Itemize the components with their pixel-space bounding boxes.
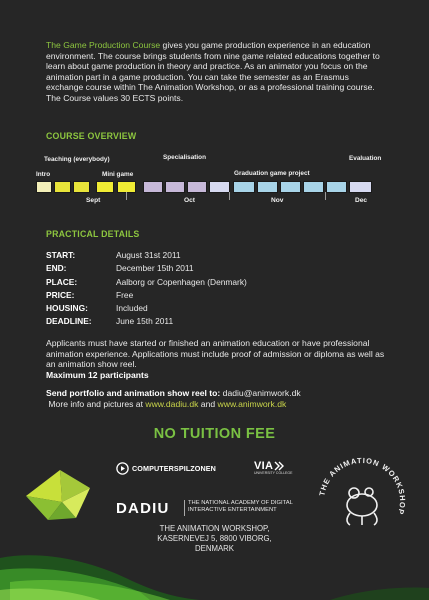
via-mark-icon xyxy=(274,461,286,471)
intro-text: gives you game production experience in an education environment. The course brings students from nine game related educations together to learn about game production in theory and practice. As an animator you focus on the animation part in a game production. You can take the semester as an Erasmus exchange course within The Animation Workshop, or as a professional training course. The Course values 30 ECTS points. xyxy=(46,40,380,103)
detail-key: DEADLINE: xyxy=(46,316,92,327)
month-tick xyxy=(126,192,127,200)
course-timeline xyxy=(0,0,429,210)
phase-label-teaching: Teaching (everybody) xyxy=(44,156,110,163)
detail-row-end xyxy=(46,262,247,275)
svg-text:THE ANIMATION WORKSHOP xyxy=(317,456,407,516)
no-tuition-fee-heading: NO TUITION FEE xyxy=(153,426,276,442)
requirements-text: Applicants must have started or finished an animation education or have professional animation experience. Applications must include proof of admission or diploma as well as an animation show reel. xyxy=(46,338,385,370)
detail-row-place xyxy=(46,276,247,289)
block-mini-game xyxy=(96,181,114,193)
detail-row-housing xyxy=(46,302,247,315)
play-icon xyxy=(116,462,129,475)
block-graduation xyxy=(280,181,301,193)
detail-row-start xyxy=(46,249,247,262)
month-tick xyxy=(325,192,326,200)
seal-text: THE ANIMATION WORKSHOP xyxy=(317,455,408,517)
max-participants: Maximum 12 participants xyxy=(46,369,149,380)
green-swirl-decoration xyxy=(0,520,429,600)
block-specialisation xyxy=(165,181,185,193)
dadiu-divider xyxy=(184,500,185,516)
block-intro xyxy=(36,181,52,193)
block-teaching xyxy=(54,181,71,193)
block-evaluation xyxy=(349,181,372,193)
address-line2: KASERNEVEJ 5, 8800 VIBORG, xyxy=(157,534,272,543)
practical-details-title: PRACTICAL DETAILS xyxy=(46,229,140,239)
block-graduation xyxy=(233,181,255,193)
block-teaching xyxy=(73,181,90,193)
month-label-sept: Sept xyxy=(86,197,101,204)
via-text: VIA xyxy=(254,460,274,472)
phase-label-mini-game: Mini game xyxy=(102,171,134,178)
dadiu-link[interactable]: www.dadiu.dk xyxy=(145,398,199,409)
detail-row-deadline xyxy=(46,315,247,328)
month-tick xyxy=(229,192,230,200)
dadiu-tagline-line1: THE NATIONAL ACADEMY OF DIGITAL xyxy=(188,500,293,506)
block-graduation xyxy=(303,181,324,193)
contact-paragraph xyxy=(46,388,406,409)
detail-key: HOUSING: xyxy=(46,303,88,314)
address-line3: DENMARK xyxy=(195,544,234,553)
detail-value: December 15th 2011 xyxy=(116,263,194,274)
block-graduation xyxy=(326,181,347,193)
phase-label-intro: Intro xyxy=(36,171,51,178)
month-label-dec: Dec xyxy=(355,197,368,204)
more-info-text: More info and pictures at xyxy=(48,398,146,409)
dadiu-wordmark: DADIU xyxy=(116,500,170,517)
send-label: Send portfolio and animation show reel to: xyxy=(46,388,221,398)
animwork-link[interactable]: www.animwork.dk xyxy=(217,398,287,409)
course-name: The Game Production Course xyxy=(46,40,161,50)
block-graduation xyxy=(257,181,278,193)
detail-key: END: xyxy=(46,263,67,274)
and-text: and xyxy=(198,398,218,409)
detail-key: PRICE: xyxy=(46,289,75,300)
phase-label-specialisation: Specialisation xyxy=(163,154,206,161)
dadiu-tagline xyxy=(188,500,293,514)
detail-value: August 31st 2011 xyxy=(116,250,181,260)
course-overview-title: COURSE OVERVIEW xyxy=(46,131,137,141)
detail-row-price xyxy=(46,289,247,302)
month-label-nov: Nov xyxy=(271,197,284,204)
details-table xyxy=(46,249,247,329)
detail-value: Aalborg or Copenhagen (Denmark) xyxy=(116,276,247,287)
requirements-paragraph xyxy=(46,338,390,380)
phase-label-evaluation: Evaluation xyxy=(349,155,382,162)
via-subtitle: UNIVERSITY COLLEGE xyxy=(254,471,293,475)
computerspilzonen-text: COMPUTERSPILZONEN xyxy=(132,463,216,473)
block-specialisation xyxy=(209,181,230,193)
detail-value: Included xyxy=(116,303,148,314)
computerspilzonen-logo xyxy=(116,461,216,475)
dadiu-geometric-icon xyxy=(22,466,104,524)
phase-label-graduation: Graduation game project xyxy=(234,170,310,177)
detail-value: Free xyxy=(116,289,134,300)
address-line1: THE ANIMATION WORKSHOP, xyxy=(159,524,270,533)
contact-email[interactable]: dadiu@animwork.dk xyxy=(220,388,301,398)
via-logo xyxy=(254,460,292,475)
detail-key: PLACE: xyxy=(46,276,78,287)
detail-value: June 15th 2011 xyxy=(116,316,174,327)
detail-key: START: xyxy=(46,250,76,260)
dadiu-tagline-line2: INTERACTIVE ENTERTAINMENT xyxy=(188,507,277,514)
block-specialisation xyxy=(187,181,207,193)
month-label-oct: Oct xyxy=(184,197,195,204)
block-specialisation xyxy=(143,181,163,193)
